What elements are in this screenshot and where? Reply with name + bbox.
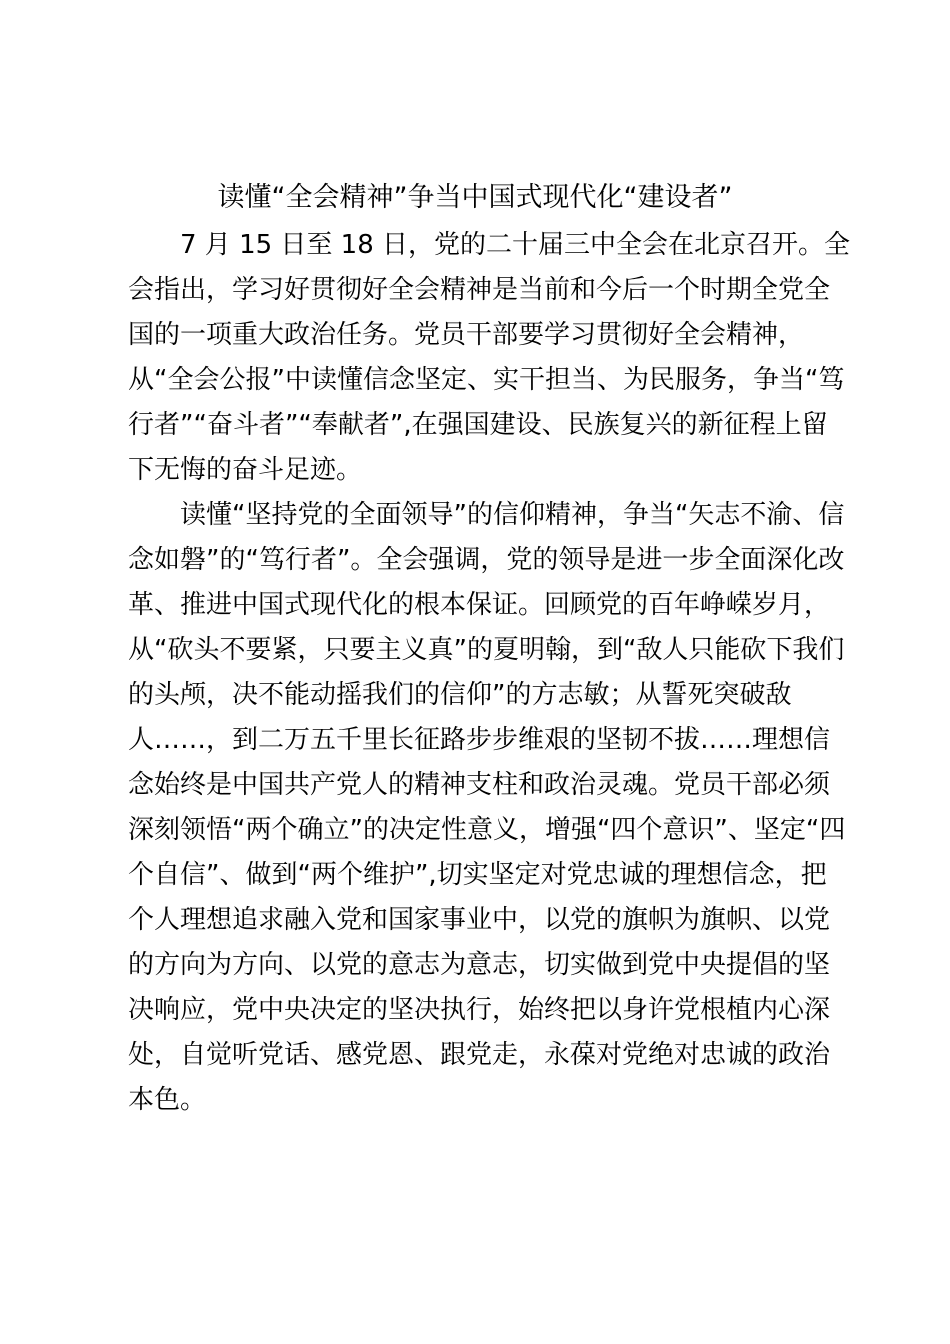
text-line: 本色。: [128, 1085, 207, 1115]
text-line: 读懂“坚持党的全面领导”的信仰精神，争当“矢志不渝、信: [180, 500, 845, 530]
text-line: 从“全会公报”中读懂信念坚定、实干担当、为民服务，争当“笃: [128, 365, 845, 395]
text-line: 深刻领悟“两个确立”的决定性意义，增强“四个意识”、坚定“四: [128, 815, 846, 845]
text-line: 国的一项重大政治任务。党员干部要学习贯彻好全会精神，: [128, 320, 805, 350]
text-line: 7 月 15 日至 18 日，党的二十届三中全会在北京召开。全: [180, 230, 851, 260]
text-line: 念如磐”的“笃行者”。全会强调，党的领导是进一步全面深化改: [128, 545, 845, 575]
document-body: [128, 223, 851, 1123]
document-title: 读懂“全会精神”争当中国式现代化“建设者”: [217, 182, 733, 213]
text-line: 决响应，党中央决定的坚决执行，始终把以身许党根植内心深: [128, 995, 831, 1025]
text-line: 革、推进中国式现代化的根本保证。回顾党的百年峥嵘岁月，: [128, 590, 831, 620]
text-line: 行者”“奋斗者”“奉献者”,在强国建设、民族复兴的新征程上留: [128, 410, 828, 440]
text-line: 下无悔的奋斗足迹。: [128, 455, 363, 485]
text-line: 个人理想追求融入党和国家事业中，以党的旗帜为旗帜、以党: [128, 905, 831, 935]
paragraph-2: [128, 493, 846, 1123]
text-line: 个自信”、做到“两个维护”,切实坚定对党忠诚的理想信念，把: [128, 860, 827, 890]
paragraph-1: [128, 223, 851, 493]
text-line: 念始终是中国共产党人的精神支柱和政治灵魂。党员干部必须: [128, 770, 831, 800]
text-line: 的头颅，决不能动摇我们的信仰”的方志敏；从誓死突破敌: [128, 680, 792, 710]
text-line: 从“砍头不要紧，只要主义真”的夏明翰，到“敌人只能砍下我们: [128, 635, 845, 665]
text-line: 的方向为方向、以党的意志为意志，切实做到党中央提倡的坚: [128, 950, 831, 980]
text-line: 人……，到二万五千里长征路步步维艰的坚韧不拔……理想信: [128, 725, 831, 755]
text-line: 会指出，学习好贯彻好全会精神是当前和今后一个时期全党全: [128, 275, 831, 305]
text-line: 处，自觉听党话、感党恩、跟党走，永葆对党绝对忠诚的政治: [128, 1040, 831, 1070]
